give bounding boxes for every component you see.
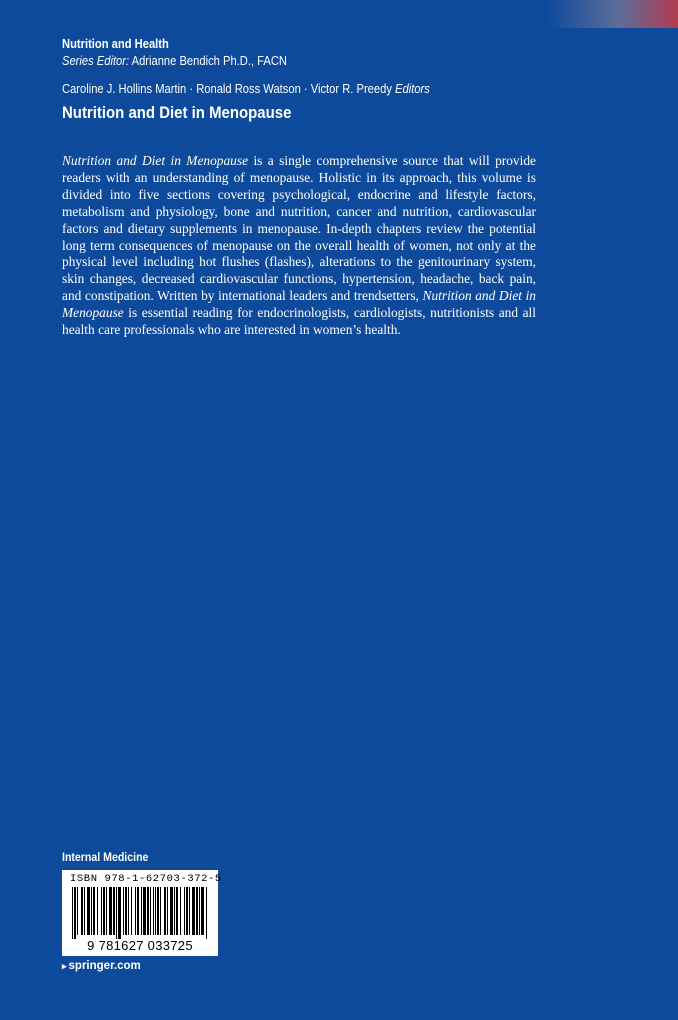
arrow-right-icon: ▸ xyxy=(62,961,67,971)
book-title: Nutrition and Diet in Menopause xyxy=(62,103,292,122)
barcode-bar xyxy=(109,887,112,935)
barcode-bar xyxy=(116,887,117,939)
corner-color-band xyxy=(548,0,678,28)
barcode-bar xyxy=(84,887,85,935)
isbn-label: ISBN 978-1-62703-372-5 xyxy=(70,873,222,885)
barcode-bar xyxy=(91,887,92,935)
barcode-image xyxy=(70,887,210,939)
barcode-bar xyxy=(143,887,146,935)
barcode-bar xyxy=(199,887,200,935)
barcode-bar xyxy=(118,887,121,939)
barcode-bar xyxy=(167,887,168,935)
book-editors-line xyxy=(62,80,544,97)
barcode-bar xyxy=(184,887,185,935)
barcode-bar xyxy=(135,887,136,935)
cover-header xyxy=(62,35,622,123)
barcode-bar xyxy=(176,887,178,935)
barcode-bar xyxy=(128,887,129,935)
barcode-bar xyxy=(170,887,173,935)
barcode-bar xyxy=(131,887,132,935)
barcode-bar xyxy=(189,887,190,935)
barcode-bar xyxy=(174,887,175,935)
barcode-bar xyxy=(81,887,83,935)
barcode-bar xyxy=(155,887,156,935)
barcode-bar xyxy=(196,887,198,935)
barcode-bar xyxy=(103,887,105,935)
barcode-bar xyxy=(97,887,98,935)
barcode-bar xyxy=(106,887,107,935)
barcode-bar xyxy=(141,887,142,935)
book-editors: Caroline J. Hollins Martin · Ronald Ross Watson · Victor R. Preedy xyxy=(62,81,392,96)
publisher-url-text: springer.com xyxy=(68,960,141,972)
book-editors-role: Editors xyxy=(395,81,430,96)
barcode-bar xyxy=(164,887,166,935)
blurb-text-part2: is essential reading for endocrinologists, cardiologists, nutritionists and all health care professionals who are interested in women’s health. xyxy=(62,305,536,338)
barcode-bar xyxy=(72,887,73,939)
barcode-bar xyxy=(137,887,139,935)
barcode-bar xyxy=(74,887,76,939)
publisher-url[interactable] xyxy=(62,960,141,972)
barcode-digits: 9 781627 033725 xyxy=(87,938,193,953)
series-editor-name: Adrianne Bendich Ph.D., FACN xyxy=(131,53,287,68)
barcode-bar xyxy=(123,887,124,935)
isbn-barcode xyxy=(62,870,222,956)
barcode-bar xyxy=(186,887,188,935)
series-editor-line xyxy=(62,52,544,69)
subject-category: Internal Medicine xyxy=(62,852,149,864)
barcode-bar xyxy=(147,887,149,935)
barcode-bar xyxy=(160,887,161,935)
barcode-bar xyxy=(113,887,115,935)
barcode-bar xyxy=(87,887,90,935)
blurb-title-ref-2: Nutrition and Diet in Menopause xyxy=(62,288,537,321)
barcode-bar xyxy=(206,887,207,939)
barcode-bar xyxy=(201,887,204,935)
barcode-bar xyxy=(77,887,78,935)
barcode-bar xyxy=(101,887,102,935)
barcode-bar xyxy=(180,887,181,935)
barcode-bar xyxy=(153,887,154,935)
barcode-bar xyxy=(125,887,127,935)
back-cover-blurb xyxy=(62,153,536,339)
series-editor-label: Series Editor: xyxy=(62,53,130,68)
barcode-bar xyxy=(93,887,95,935)
barcode-bar xyxy=(150,887,151,935)
barcode-bar xyxy=(192,887,195,935)
blurb-text-part1: is a single comprehensive source that will provide readers with an understanding of menopause. Holistic in its approach, this volume is divided into five sections covering psychological, endocrine and lifestyle factors, metabolism and physiology, bone and nutrition, cancer and nutrition, cardiovascular factors and dietary supplements in menopause. In-depth chapters review the potential long term consequences of menopause on the overall health of women, not only at the physical level including hot flushes (flashes), alterations to the genitourinary system, skin changes, decreased cardiovascular functions, hypertension, headache, back pain, and constipation. Written by international leaders and trendsetters, xyxy=(62,153,536,304)
blurb-title-ref: Nutrition and Diet in Menopause xyxy=(62,153,249,168)
series-title: Nutrition and Health xyxy=(62,36,169,51)
barcode-bar xyxy=(157,887,159,935)
